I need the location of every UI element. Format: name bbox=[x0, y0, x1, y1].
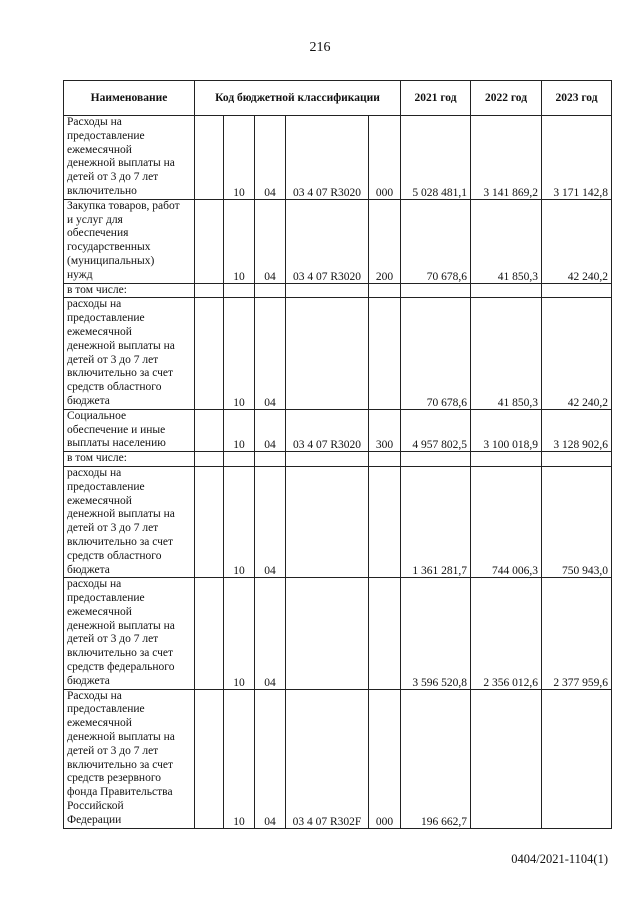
table-row bbox=[64, 409, 612, 451]
cell-code-target bbox=[286, 578, 369, 689]
cell-2021: 1 361 281,7 bbox=[401, 466, 471, 577]
cell-code-target: 03 4 07 R3020 bbox=[286, 116, 369, 200]
cell-code-subsection: 04 bbox=[255, 689, 286, 828]
cell-code-target bbox=[286, 466, 369, 577]
cell-2022: 2 356 012,6 bbox=[471, 578, 542, 689]
table-row bbox=[64, 199, 612, 283]
cell-code-section: 10 bbox=[224, 466, 255, 577]
cell-2022: 41 850,3 bbox=[471, 199, 542, 283]
cell-code-subsection: 04 bbox=[255, 409, 286, 451]
cell-name: Закупка товаров, работ и услуг для обеспечения государственных (муниципальных) нужд bbox=[64, 199, 195, 283]
budget-table bbox=[63, 80, 612, 829]
header-code: Код бюджетной классификации bbox=[195, 81, 401, 116]
table-row bbox=[64, 283, 612, 298]
cell-code-section bbox=[224, 452, 255, 467]
cell-name: в том числе: bbox=[64, 283, 195, 298]
cell-name: Социальное обеспечение и иные выплаты населению bbox=[64, 409, 195, 451]
cell-2021: 196 662,7 bbox=[401, 689, 471, 828]
cell-2022: 3 141 869,2 bbox=[471, 116, 542, 200]
cell-code-subsection: 04 bbox=[255, 466, 286, 577]
cell-code-target: 03 4 07 R3020 bbox=[286, 409, 369, 451]
cell-code-1 bbox=[195, 116, 224, 200]
cell-2023 bbox=[542, 452, 612, 467]
table-header-row bbox=[64, 81, 612, 116]
cell-code-1 bbox=[195, 578, 224, 689]
table-row bbox=[64, 466, 612, 577]
cell-2021: 5 028 481,1 bbox=[401, 116, 471, 200]
cell-code-type bbox=[369, 283, 401, 298]
cell-code-type: 300 bbox=[369, 409, 401, 451]
cell-2022 bbox=[471, 283, 542, 298]
table-row bbox=[64, 298, 612, 409]
cell-name: расходы на предоставление ежемесячной денежной выплаты на детей от 3 до 7 лет включительно за счет средств областного бюджета bbox=[64, 466, 195, 577]
cell-2022 bbox=[471, 452, 542, 467]
cell-code-1 bbox=[195, 409, 224, 451]
cell-code-type: 200 bbox=[369, 199, 401, 283]
cell-code-subsection: 04 bbox=[255, 298, 286, 409]
cell-name: в том числе: bbox=[64, 452, 195, 467]
cell-2021 bbox=[401, 452, 471, 467]
cell-code-target bbox=[286, 283, 369, 298]
page-number: 216 bbox=[309, 40, 331, 55]
cell-code-1 bbox=[195, 689, 224, 828]
cell-2023: 42 240,2 bbox=[542, 298, 612, 409]
cell-2021: 70 678,6 bbox=[401, 298, 471, 409]
cell-2021: 4 957 802,5 bbox=[401, 409, 471, 451]
cell-code-section: 10 bbox=[224, 578, 255, 689]
table-row bbox=[64, 689, 612, 828]
cell-2023: 3 128 902,6 bbox=[542, 409, 612, 451]
cell-name: Расходы на предоставление ежемесячной денежной выплаты на детей от 3 до 7 лет включительно за счет средств резервного фонда Правительства Российской Федерации bbox=[64, 689, 195, 828]
table-row bbox=[64, 578, 612, 689]
cell-2022 bbox=[471, 689, 542, 828]
header-2022: 2022 год bbox=[471, 81, 542, 116]
document-code: 0404/2021-1104(1) bbox=[511, 852, 608, 866]
cell-2022: 41 850,3 bbox=[471, 298, 542, 409]
cell-name: расходы на предоставление ежемесячной денежной выплаты на детей от 3 до 7 лет включительно за счет средств областного бюджета bbox=[64, 298, 195, 409]
cell-2023: 750 943,0 bbox=[542, 466, 612, 577]
cell-code-section: 10 bbox=[224, 199, 255, 283]
cell-code-type bbox=[369, 298, 401, 409]
cell-code-1 bbox=[195, 466, 224, 577]
cell-code-section: 10 bbox=[224, 298, 255, 409]
header-name: Наименование bbox=[64, 81, 195, 116]
cell-code-section: 10 bbox=[224, 409, 255, 451]
cell-code-section: 10 bbox=[224, 116, 255, 200]
header-2023: 2023 год bbox=[542, 81, 612, 116]
cell-code-type bbox=[369, 578, 401, 689]
cell-code-subsection: 04 bbox=[255, 578, 286, 689]
cell-2021: 3 596 520,8 bbox=[401, 578, 471, 689]
cell-code-1 bbox=[195, 298, 224, 409]
cell-code-target: 03 4 07 R302F bbox=[286, 689, 369, 828]
cell-code-subsection: 04 bbox=[255, 199, 286, 283]
cell-code-section bbox=[224, 283, 255, 298]
cell-code-type: 000 bbox=[369, 116, 401, 200]
cell-code-target: 03 4 07 R3020 bbox=[286, 199, 369, 283]
cell-code-section: 10 bbox=[224, 689, 255, 828]
cell-code-1 bbox=[195, 283, 224, 298]
cell-name: Расходы на предоставление ежемесячной денежной выплаты на детей от 3 до 7 лет включительно bbox=[64, 116, 195, 200]
cell-code-type: 000 bbox=[369, 689, 401, 828]
cell-2023: 42 240,2 bbox=[542, 199, 612, 283]
cell-code-subsection bbox=[255, 452, 286, 467]
cell-code-target bbox=[286, 298, 369, 409]
table-row bbox=[64, 452, 612, 467]
cell-code-1 bbox=[195, 199, 224, 283]
cell-2021: 70 678,6 bbox=[401, 199, 471, 283]
cell-2022: 3 100 018,9 bbox=[471, 409, 542, 451]
cell-code-target bbox=[286, 452, 369, 467]
cell-code-type bbox=[369, 466, 401, 577]
cell-2023: 3 171 142,8 bbox=[542, 116, 612, 200]
cell-2022: 744 006,3 bbox=[471, 466, 542, 577]
cell-2023: 2 377 959,6 bbox=[542, 578, 612, 689]
header-2021: 2021 год bbox=[401, 81, 471, 116]
cell-code-subsection: 04 bbox=[255, 116, 286, 200]
table-row bbox=[64, 116, 612, 200]
cell-name: расходы на предоставление ежемесячной денежной выплаты на детей от 3 до 7 лет включительно за счет средств федерального бюджета bbox=[64, 578, 195, 689]
cell-2023 bbox=[542, 689, 612, 828]
cell-code-subsection bbox=[255, 283, 286, 298]
cell-code-type bbox=[369, 452, 401, 467]
cell-2023 bbox=[542, 283, 612, 298]
cell-2021 bbox=[401, 283, 471, 298]
cell-code-1 bbox=[195, 452, 224, 467]
